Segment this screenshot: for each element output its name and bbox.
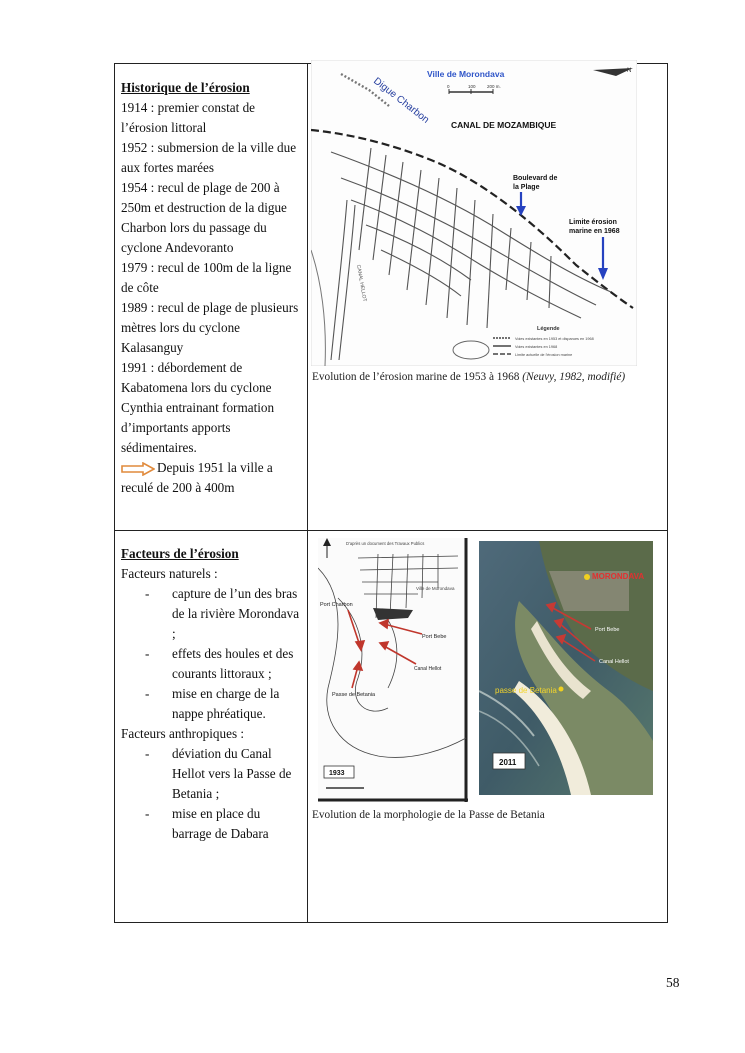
port-bebe-photo-label: Port Bebe [595,627,620,633]
sea-label: CANAL DE MOZAMBIQUE [451,120,557,130]
map-1933-drawing [318,538,468,802]
history-conclusion-text: Depuis 1951 la ville a reculé de 200 à 400m [121,460,273,495]
port-charbon-label: Port Charbon [320,602,353,608]
map-title: Ville de Morondava [427,69,505,79]
history-line-1979: 1979 : recul de 100m de la ligne de côte [121,260,292,295]
scale-label-0: 0 [447,84,450,89]
passe-betania-map-1933 [318,538,468,802]
figure-caption-1 [312,369,662,386]
history-conclusion [121,458,303,498]
history-line-1914: 1914 : premier constat de l’érosion littoral [121,100,256,135]
passe-betania-photo-label: passe de Betania [495,686,557,695]
right-arrow-icon [121,462,155,476]
limit-label-line1: Limite érosion [569,219,617,226]
map-1933-note: D'après un document des Travaux Publics [346,541,425,546]
year-2011-label: 2011 [499,758,517,767]
list-item: - mise en place du barrage de Dabara [145,804,303,844]
canal-hellot-map-label: CANAL HELLOT [355,264,368,303]
passe-betania-photo-2011 [479,541,653,795]
caption-1-source: (Neuvy, 1982, modifié) [522,371,626,383]
history-line-1954: 1954 : recul de plage de 200 à 250m et destruction de la digue Charbon lors du passage du cyclone Andevoranto [121,180,287,255]
caption-2-text: Evolution de la morphologie de la Passe de Betania [312,809,545,821]
page-number: 58 [666,975,680,990]
row-divider [115,530,667,531]
scale-label-100: 100 [468,84,476,89]
legend-item-1: Voies existantes en 1953 et disparues en 1968 [515,337,594,341]
port-bebe-label-1933: Port Bebe [422,634,447,640]
map-drawing [311,60,637,366]
boulevard-label-line2: la Plage [513,184,540,191]
canal-hellot-label-1933: Canal Hellot [414,666,442,672]
passe-betania-label-1933: Passe de Betania [332,692,376,698]
history-line-1989: 1989 : recul de plage de plusieurs mètres lors du cyclone Kalasanguy [121,300,299,355]
legend-item-3: Limite actuelle de l'érosion marine [515,353,573,357]
caption-1-text: Evolution de l’érosion marine de 1953 à 1968 [312,371,523,383]
morondava-erosion-map [311,60,637,366]
list-item: - effets des houles et des courants littoraux ; [145,644,303,684]
history-line-1991: 1991 : débordement de Kabatomena lors du cyclone Cynthia entrainant formation d’importants apports sédimentaires. [121,360,275,455]
year-1933-label: 1933 [329,770,345,777]
svg-text:N: N [627,68,632,74]
history-cell [121,78,303,498]
scale-label-200: 200 m. [487,84,501,89]
history-line-1952: 1952 : submersion de la ville due aux fortes marées [121,140,297,175]
legend-item-2: Voies existantes en 1968 [515,345,558,349]
figure-caption-2 [312,807,662,824]
canal-hellot-photo-label: Canal Hellot [599,659,629,665]
morondava-photo-label: MORONDAVA [592,572,645,581]
satellite-drawing [479,541,653,795]
anthropic-factors-title: Facteurs anthropiques : [121,726,245,741]
natural-factors-list [121,584,303,724]
ville-label-1933: Ville de Morondava [416,586,455,591]
digue-charbon-label: Digue Charbon [371,75,431,126]
factors-cell [121,544,303,844]
legend-title: Légende [537,326,560,332]
natural-factors-title: Facteurs naturels : [121,566,218,581]
column-divider [307,64,308,922]
history-heading: Historique de l’érosion [121,80,250,95]
boulevard-label-line1: Boulevard de [513,175,558,182]
factors-heading: Facteurs de l’érosion [121,546,239,561]
list-item: - capture de l’un des bras de la rivière Morondava ; [145,584,303,644]
limit-label-line2: marine en 1968 [569,228,620,235]
list-item: - déviation du Canal Hellot vers la Passe de Betania ; [145,744,303,804]
list-item: - mise en charge de la nappe phréatique. [145,684,303,724]
anthropic-factors-list [121,744,303,844]
